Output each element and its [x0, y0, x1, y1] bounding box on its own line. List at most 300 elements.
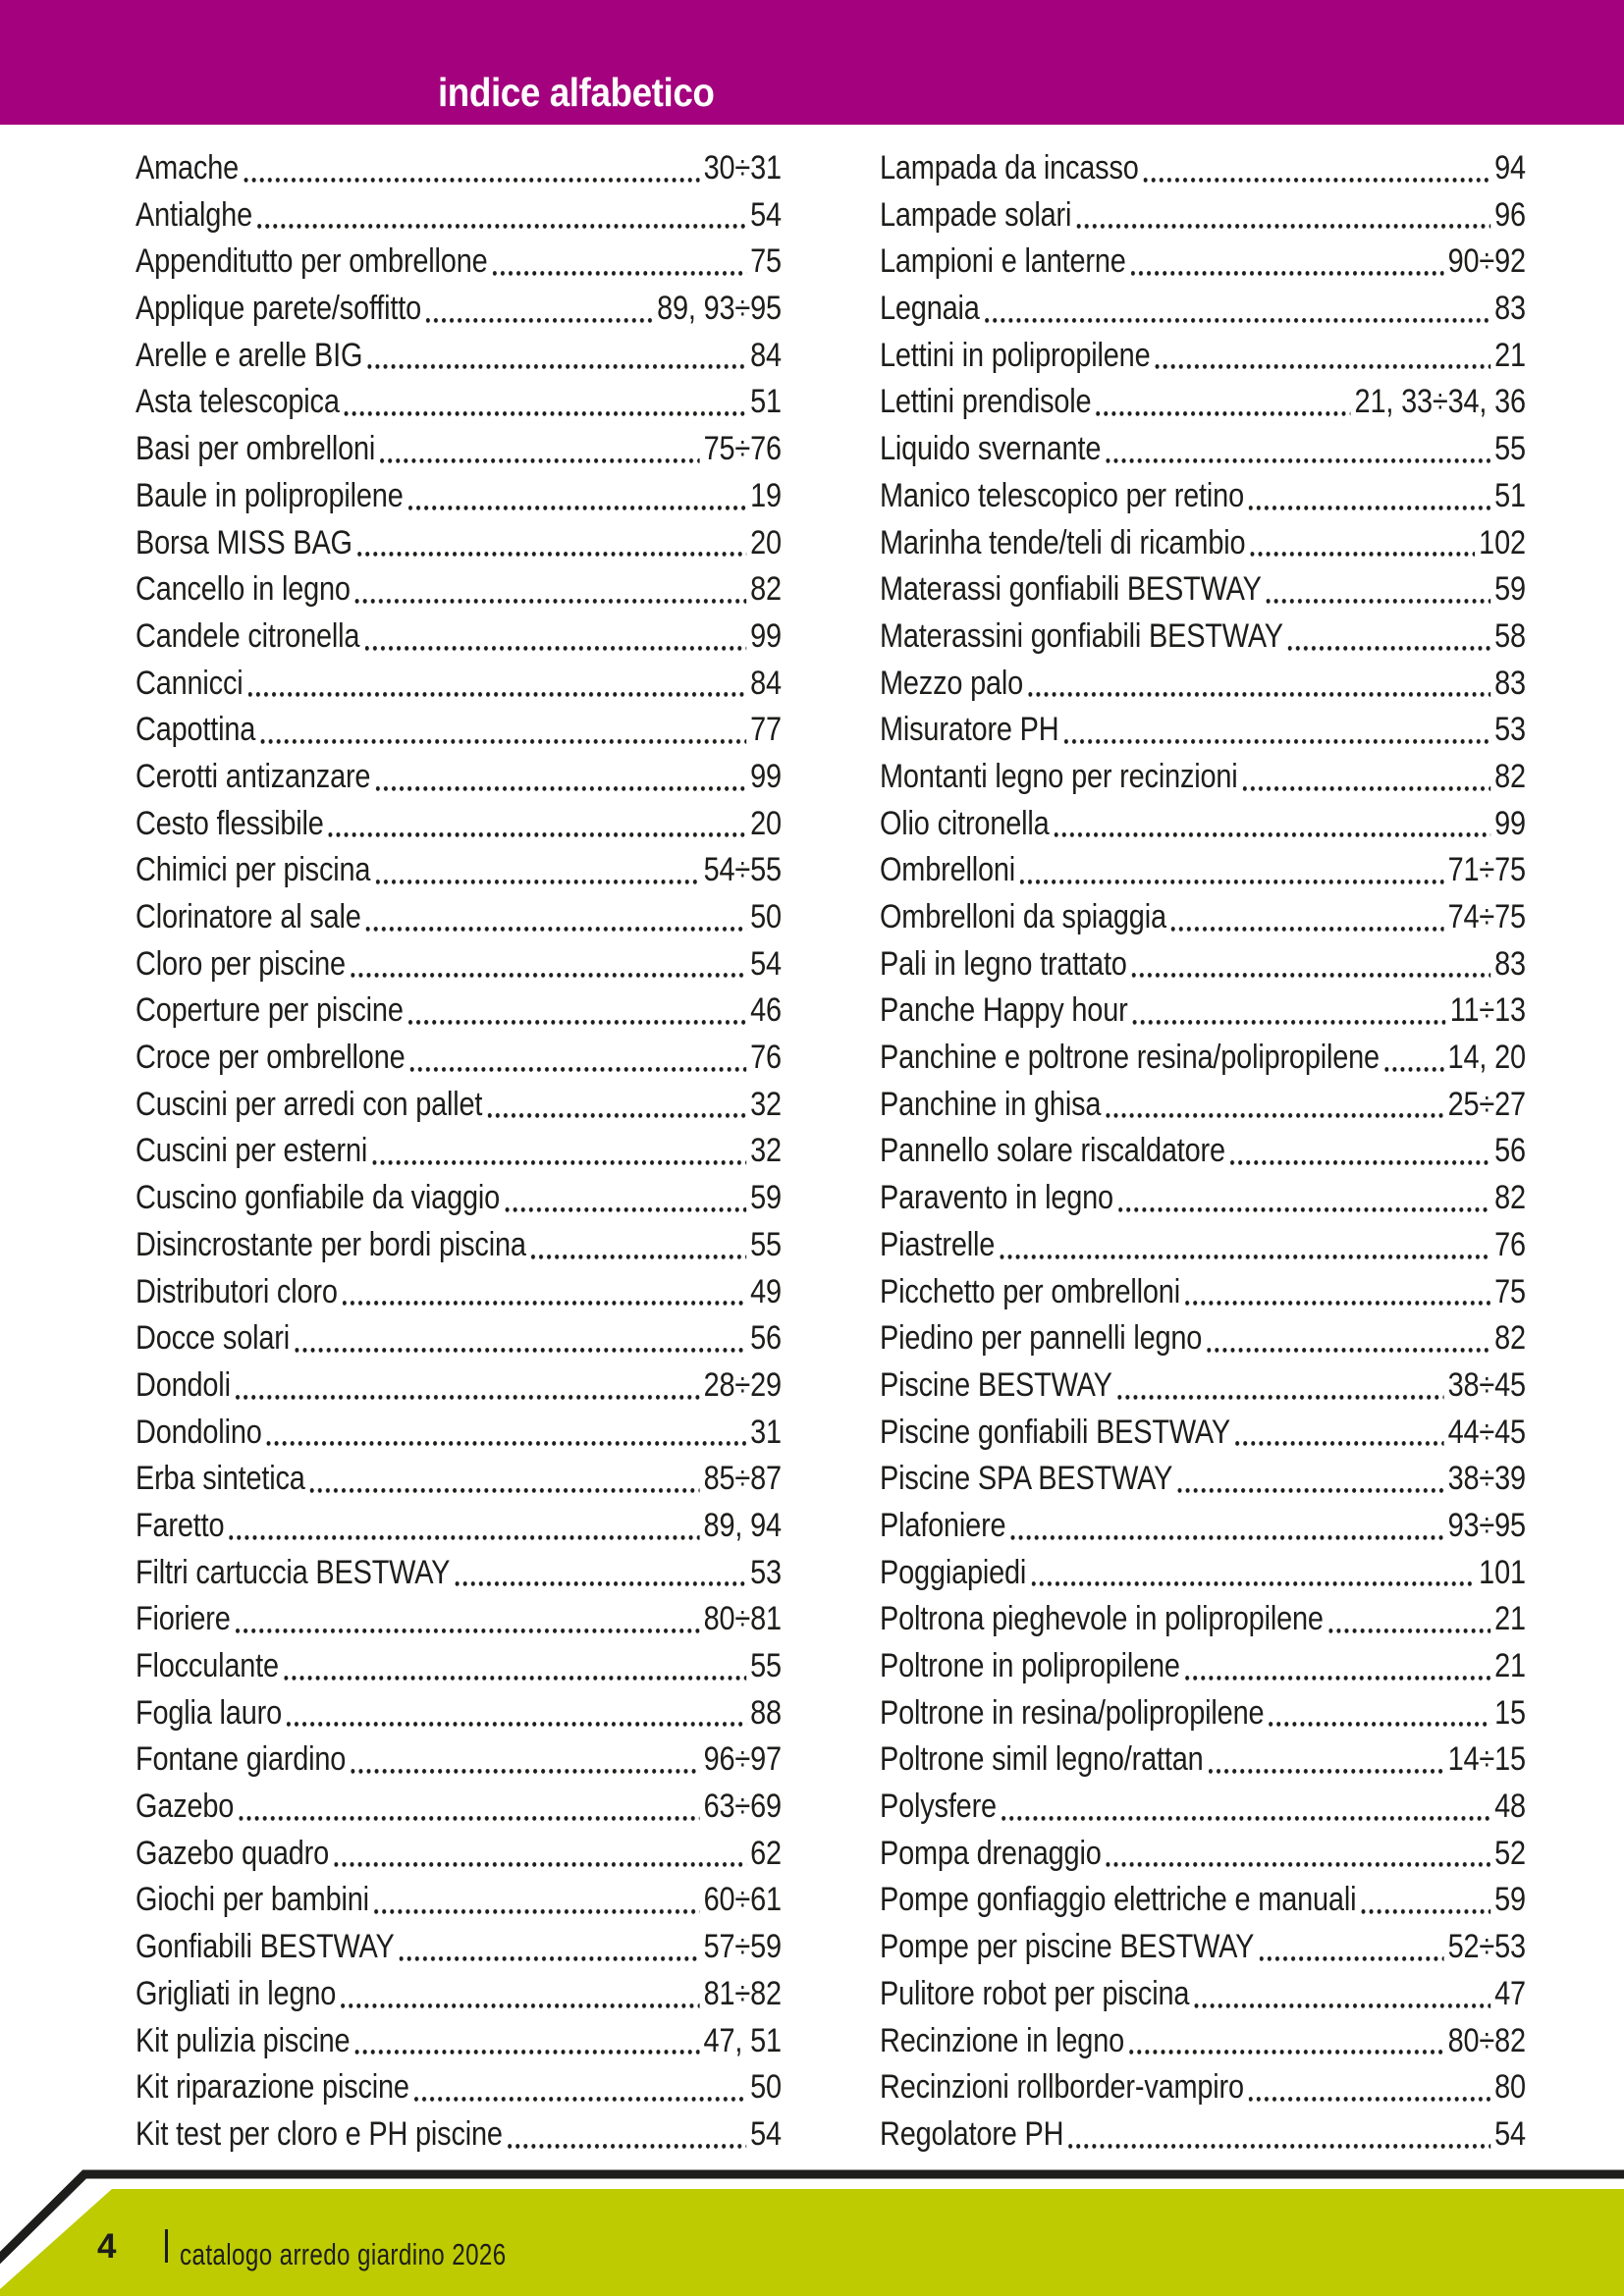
entry-pages: 53 [750, 1553, 782, 1591]
dotted-leader [1209, 1769, 1444, 1774]
entry-label: Poltrone simil legno/rattan [880, 1740, 1204, 1779]
entry-pages: 59 [750, 1179, 782, 1217]
entry-pages: 51 [750, 383, 782, 421]
entry-pages: 80 [1494, 2068, 1526, 2107]
entry-label: Legnaia [880, 290, 980, 328]
dotted-leader [1230, 1160, 1490, 1165]
index-entry [135, 286, 782, 333]
dotted-leader [239, 1816, 699, 1821]
dotted-leader [257, 224, 746, 229]
index-entry [880, 1082, 1526, 1129]
index-entry [135, 661, 782, 708]
entry-label: Chimici per piscina [135, 851, 371, 889]
index-entry [135, 1831, 782, 1878]
dotted-leader [380, 458, 699, 463]
dotted-leader [345, 411, 746, 416]
entry-pages: 89, 94 [703, 1506, 782, 1544]
entry-label: Piscine gonfiabili BESTWAY [880, 1413, 1230, 1451]
entry-pages: 20 [750, 523, 782, 561]
dotted-leader [1288, 646, 1490, 651]
index-entry [135, 941, 782, 988]
entry-pages: 48 [1494, 1788, 1526, 1826]
index-entry [135, 1456, 782, 1503]
index-entry [135, 1736, 782, 1784]
entry-pages: 99 [750, 757, 782, 795]
dotted-leader [351, 1769, 699, 1774]
entry-pages: 59 [1494, 570, 1526, 609]
index-entry [880, 145, 1526, 192]
dotted-leader [329, 832, 746, 837]
entry-label: Plafoniere [880, 1506, 1006, 1544]
entry-pages: 38÷39 [1447, 1460, 1526, 1498]
dotted-leader [410, 1067, 746, 1072]
dotted-leader [1171, 927, 1443, 932]
entry-label: Polysfere [880, 1788, 997, 1826]
dotted-leader [334, 1862, 746, 1867]
index-entry [135, 894, 782, 941]
dotted-leader [374, 1909, 699, 1914]
index-entry [880, 941, 1526, 988]
dotted-leader [1156, 364, 1490, 369]
entry-label: Liquido svernante [880, 430, 1102, 468]
entry-pages: 80÷81 [703, 1600, 782, 1638]
dotted-leader [1001, 1816, 1490, 1821]
index-entry [880, 239, 1526, 286]
entry-pages: 28÷29 [703, 1365, 782, 1404]
dotted-leader [1106, 1113, 1443, 1118]
entry-label: Candele citronella [135, 616, 360, 655]
index-entry [135, 2111, 782, 2159]
index-entry [880, 333, 1526, 380]
entry-label: Docce solari [135, 1319, 290, 1358]
entry-pages: 54÷55 [703, 851, 782, 889]
entry-label: Flocculante [135, 1647, 279, 1684]
entry-pages: 30÷31 [703, 149, 782, 187]
dotted-leader [229, 1535, 699, 1540]
entry-pages: 53 [1494, 711, 1526, 749]
index-entry [880, 426, 1526, 473]
dotted-leader [1028, 692, 1490, 697]
dotted-leader [1064, 739, 1490, 744]
dotted-leader [1249, 2097, 1490, 2102]
entry-label: Pali in legno trattato [880, 944, 1127, 983]
entry-label: Borsa MISS BAG [135, 523, 352, 561]
entry-pages: 83 [1494, 664, 1526, 702]
entry-label: Coperture per piscine [135, 991, 404, 1030]
index-entry [880, 286, 1526, 333]
entry-pages: 58 [1494, 616, 1526, 655]
index-entry [880, 1456, 1526, 1503]
entry-pages: 49 [750, 1272, 782, 1310]
entry-pages: 99 [750, 616, 782, 655]
header-bar [0, 0, 1624, 125]
entry-label: Asta telescopica [135, 383, 340, 421]
dotted-leader [1361, 1909, 1489, 1914]
entry-label: Poltrone in polipropilene [880, 1647, 1180, 1684]
index-entry [880, 1924, 1526, 1971]
entry-label: Montanti legno per recinzioni [880, 757, 1238, 795]
entry-label: Antialghe [135, 195, 252, 234]
entry-label: Materassini gonfiabili BESTWAY [880, 616, 1283, 655]
index-entry [880, 661, 1526, 708]
dotted-leader [267, 1441, 746, 1446]
entry-label: Croce per ombrellone [135, 1039, 406, 1077]
entry-pages: 81÷82 [703, 1974, 782, 2012]
index-entry [880, 988, 1526, 1035]
entry-pages: 47, 51 [703, 2021, 782, 2059]
dotted-leader [284, 1676, 746, 1681]
dotted-leader [248, 692, 746, 697]
index-entry [135, 333, 782, 380]
entry-label: Regolatore PH [880, 2114, 1064, 2153]
entry-label: Piscine SPA BESTWAY [880, 1460, 1173, 1498]
dotted-leader [236, 1395, 699, 1400]
entry-pages: 21 [1494, 1600, 1526, 1638]
entry-pages: 71÷75 [1447, 851, 1526, 889]
dotted-leader [487, 1113, 745, 1118]
entry-label: Disincrostante per bordi piscina [135, 1225, 526, 1263]
entry-label: Piscine BESTWAY [880, 1365, 1112, 1404]
entry-pages: 63÷69 [703, 1788, 782, 1826]
entry-label: Lampada da incasso [880, 149, 1139, 187]
dotted-leader [1117, 1395, 1443, 1400]
entry-label: Cannicci [135, 664, 244, 702]
entry-label: Dondolino [135, 1413, 262, 1451]
index-entry [135, 801, 782, 848]
dotted-leader [1055, 832, 1490, 837]
entry-pages: 82 [750, 570, 782, 609]
index-entry [135, 1503, 782, 1550]
entry-label: Capottina [135, 711, 256, 749]
index-entry [880, 894, 1526, 941]
index-entry [880, 1222, 1526, 1269]
index-entry [880, 192, 1526, 240]
index-entry [135, 566, 782, 614]
index-entry [135, 192, 782, 240]
entry-pages: 85÷87 [703, 1460, 782, 1498]
dotted-leader [367, 364, 745, 369]
entry-pages: 80÷82 [1447, 2021, 1526, 2059]
entry-pages: 83 [1494, 944, 1526, 983]
dotted-leader [260, 739, 746, 744]
entry-label: Picchetto per ombrelloni [880, 1272, 1180, 1310]
index-entry [135, 239, 782, 286]
dotted-leader [1185, 1676, 1490, 1681]
index-entry [880, 1831, 1526, 1878]
dotted-leader [375, 786, 745, 791]
footer [0, 2169, 1624, 2296]
entry-pages: 59 [1494, 1881, 1526, 1919]
entry-pages: 75 [1494, 1272, 1526, 1310]
index-entry [135, 2064, 782, 2111]
entry-pages: 76 [1494, 1225, 1526, 1263]
index-entry [135, 1410, 782, 1457]
entry-label: Pompa drenaggio [880, 1834, 1102, 1872]
entry-pages: 88 [750, 1693, 782, 1732]
entry-label: Poltrone in resina/polipropilene [880, 1693, 1265, 1732]
index-entry [880, 1175, 1526, 1222]
dotted-leader [341, 2003, 699, 2008]
entry-label: Mezzo palo [880, 664, 1024, 702]
dotted-leader [295, 1348, 746, 1353]
entry-label: Foglia lauro [135, 1693, 282, 1732]
entry-label: Pompe per piscine BESTWAY [880, 1928, 1255, 1966]
dotted-leader [985, 318, 1490, 323]
index-entry [135, 1082, 782, 1129]
entry-pages: 25÷27 [1447, 1085, 1526, 1123]
entry-pages: 31 [750, 1413, 782, 1451]
dotted-leader [1194, 2003, 1489, 2008]
index-entry [880, 379, 1526, 426]
entry-label: Cesto flessibile [135, 804, 324, 842]
index-column-left [135, 145, 782, 2159]
entry-label: Poltrona pieghevole in polipropilene [880, 1600, 1324, 1638]
footer-page-number: 4 [97, 2227, 117, 2266]
index-entry [880, 1550, 1526, 1597]
entry-label: Lampioni e lanterne [880, 242, 1126, 281]
entry-label: Lampade solari [880, 195, 1072, 234]
entry-pages: 54 [750, 944, 782, 983]
entry-label: Ombrelloni da spiaggia [880, 898, 1166, 935]
entry-label: Piedino per pannelli legno [880, 1319, 1203, 1358]
footer-caption: catalogo arredo giardino 2026 [180, 2237, 507, 2271]
index-entry [880, 1503, 1526, 1550]
entry-pages: 20 [750, 804, 782, 842]
dotted-leader [1011, 1535, 1444, 1540]
entry-label: Materassi gonfiabili BESTWAY [880, 570, 1262, 609]
entry-pages: 32 [750, 1132, 782, 1170]
entry-pages: 102 [1479, 523, 1526, 561]
entry-pages: 84 [750, 336, 782, 374]
entry-label: Cerotti antizanzare [135, 757, 371, 795]
entry-pages: 19 [750, 476, 782, 514]
entry-pages: 50 [750, 898, 782, 935]
entry-pages: 55 [750, 1647, 782, 1684]
index-entry [880, 520, 1526, 567]
entry-pages: 89, 93÷95 [657, 290, 782, 328]
entry-label: Gazebo [135, 1788, 235, 1826]
entry-pages: 21, 33÷34, 36 [1354, 383, 1526, 421]
entry-label: Panche Happy hour [880, 991, 1128, 1030]
entry-pages: 50 [750, 2068, 782, 2107]
index-entry [135, 1924, 782, 1971]
dotted-leader [408, 1020, 746, 1025]
entry-pages: 96 [1494, 195, 1526, 234]
entry-label: Baule in polipropilene [135, 476, 404, 514]
entry-label: Gazebo quadro [135, 1834, 330, 1872]
dotted-leader [236, 1629, 700, 1633]
entry-label: Distributori cloro [135, 1272, 338, 1310]
dotted-leader [357, 552, 746, 557]
entry-label: Grigliati in legno [135, 1974, 337, 2012]
entry-label: Lettini prendisole [880, 383, 1092, 421]
index-entry [880, 1643, 1526, 1690]
dotted-leader [1250, 552, 1474, 557]
entry-pages: 55 [750, 1225, 782, 1263]
dotted-leader [375, 880, 699, 884]
entry-pages: 83 [1494, 290, 1526, 328]
dotted-leader [287, 1722, 746, 1727]
dotted-leader [1133, 1020, 1446, 1025]
dotted-leader [531, 1255, 746, 1259]
index-entry [880, 1971, 1526, 2018]
index-entry [135, 1784, 782, 1831]
index-entry [880, 1269, 1526, 1316]
dotted-leader [426, 318, 653, 323]
index-entry [135, 1315, 782, 1362]
dotted-leader [1118, 1207, 1490, 1212]
dotted-leader [1097, 411, 1351, 416]
index-entry [880, 1784, 1526, 1831]
dotted-leader [1207, 1348, 1490, 1353]
entry-pages: 84 [750, 664, 782, 702]
dotted-leader [1076, 224, 1490, 229]
entry-pages: 52 [1494, 1834, 1526, 1872]
entry-label: Amache [135, 149, 240, 187]
dotted-leader [364, 646, 745, 651]
entry-label: Kit riparazione piscine [135, 2068, 409, 2107]
entry-label: Kit test per cloro e PH piscine [135, 2114, 503, 2153]
entry-label: Arelle e arelle BIG [135, 336, 363, 374]
entry-pages: 56 [1494, 1132, 1526, 1170]
dotted-leader [1000, 1255, 1490, 1259]
index-entry [880, 1362, 1526, 1410]
entry-label: Filtri cartuccia BESTWAY [135, 1553, 451, 1591]
entry-label: Clorinatore al sale [135, 898, 361, 935]
index-entry [135, 707, 782, 754]
entry-label: Cancello in legno [135, 570, 351, 609]
dotted-leader [1068, 2144, 1489, 2149]
dotted-leader [455, 1581, 745, 1586]
index-entry [880, 1128, 1526, 1175]
entry-label: Gonfiabili BESTWAY [135, 1928, 395, 1966]
entry-pages: 82 [1494, 1319, 1526, 1358]
entry-pages: 82 [1494, 1179, 1526, 1217]
index-entry [135, 847, 782, 894]
entry-pages: 101 [1479, 1553, 1526, 1591]
entry-label: Basi per ombrelloni [135, 430, 376, 468]
dotted-leader [1031, 1581, 1475, 1586]
entry-label: Misuratore PH [880, 711, 1059, 749]
dotted-leader [1020, 880, 1443, 884]
index-entry [135, 1596, 782, 1643]
entry-label: Appenditutto per ombrellone [135, 242, 488, 281]
index-entry [880, 614, 1526, 661]
entry-label: Applique parete/soffitto [135, 290, 422, 328]
index-entry [880, 1315, 1526, 1362]
entry-pages: 77 [750, 711, 782, 749]
entry-label: Pulitore robot per piscina [880, 1974, 1190, 2012]
dotted-leader [244, 178, 699, 183]
entry-label: Cuscini per esterni [135, 1132, 368, 1170]
dotted-leader [1106, 458, 1489, 463]
dotted-leader [505, 1207, 746, 1212]
dotted-leader [355, 2050, 700, 2055]
entry-pages: 15 [1494, 1693, 1526, 1732]
entry-label: Manico telescopico per retino [880, 476, 1244, 514]
entry-label: Lettini in polipropilene [880, 336, 1151, 374]
dotted-leader [1144, 178, 1490, 183]
entry-label: Cuscini per arredi con pallet [135, 1085, 483, 1123]
page-title: indice alfabetico [438, 70, 715, 115]
dotted-leader [1185, 1301, 1490, 1306]
entry-pages: 75÷76 [703, 430, 782, 468]
index-entry [135, 1690, 782, 1737]
entry-pages: 82 [1494, 757, 1526, 795]
dotted-leader [493, 271, 746, 276]
dotted-leader [310, 1488, 700, 1493]
entry-pages: 76 [750, 1039, 782, 1077]
entry-pages: 56 [750, 1319, 782, 1358]
entry-pages: 90÷92 [1447, 242, 1526, 281]
entry-label: Marinha tende/teli di ricambio [880, 523, 1246, 561]
index-entry [135, 2018, 782, 2065]
index-entry [135, 1971, 782, 2018]
entry-pages: 21 [1494, 1647, 1526, 1684]
index-entry [880, 2018, 1526, 2065]
entry-pages: 32 [750, 1085, 782, 1123]
entry-label: Panchine in ghisa [880, 1085, 1102, 1123]
index-entry [135, 426, 782, 473]
entry-pages: 60÷61 [703, 1881, 782, 1919]
index-entry [135, 379, 782, 426]
entry-pages: 11÷13 [1449, 991, 1526, 1030]
entry-label: Fioriere [135, 1600, 231, 1638]
entry-label: Ombrelloni [880, 851, 1016, 889]
index-entry [880, 1877, 1526, 1924]
entry-pages: 44÷45 [1447, 1413, 1526, 1451]
index-entry [135, 473, 782, 520]
dotted-leader [1131, 271, 1444, 276]
index-entry [135, 1222, 782, 1269]
dotted-leader [372, 1160, 746, 1165]
dotted-leader [351, 973, 746, 978]
index-entry [135, 520, 782, 567]
dotted-leader [1235, 1441, 1443, 1446]
entry-pages: 46 [750, 991, 782, 1030]
entry-label: Olio citronella [880, 804, 1050, 842]
index-entry [135, 1362, 782, 1410]
entry-pages: 47 [1494, 1974, 1526, 2012]
entry-label: Giochi per bambini [135, 1881, 369, 1919]
entry-pages: 54 [750, 2114, 782, 2153]
index-entry [135, 1550, 782, 1597]
dotted-leader [343, 1301, 746, 1306]
index-entry [880, 847, 1526, 894]
entry-pages: 14÷15 [1447, 1740, 1526, 1779]
index-entry [880, 1690, 1526, 1737]
index-entry [880, 1596, 1526, 1643]
entry-pages: 51 [1494, 476, 1526, 514]
entry-label: Kit pulizia piscine [135, 2021, 351, 2059]
index-entry [135, 1877, 782, 1924]
index-entry [880, 754, 1526, 801]
index-column-right [880, 145, 1526, 2159]
entry-label: Faretto [135, 1506, 225, 1544]
index-entry [135, 1175, 782, 1222]
entry-pages: 55 [1494, 430, 1526, 468]
entry-pages: 93÷95 [1447, 1506, 1526, 1544]
entry-pages: 54 [1494, 2114, 1526, 2153]
dotted-leader [1243, 786, 1490, 791]
entry-label: Paravento in legno [880, 1179, 1113, 1217]
entry-pages: 94 [1494, 149, 1526, 187]
entry-label: Dondoli [135, 1365, 231, 1404]
dotted-leader [400, 1956, 700, 1961]
index-entry [135, 1643, 782, 1690]
dotted-leader [355, 599, 746, 604]
index-entry [135, 145, 782, 192]
